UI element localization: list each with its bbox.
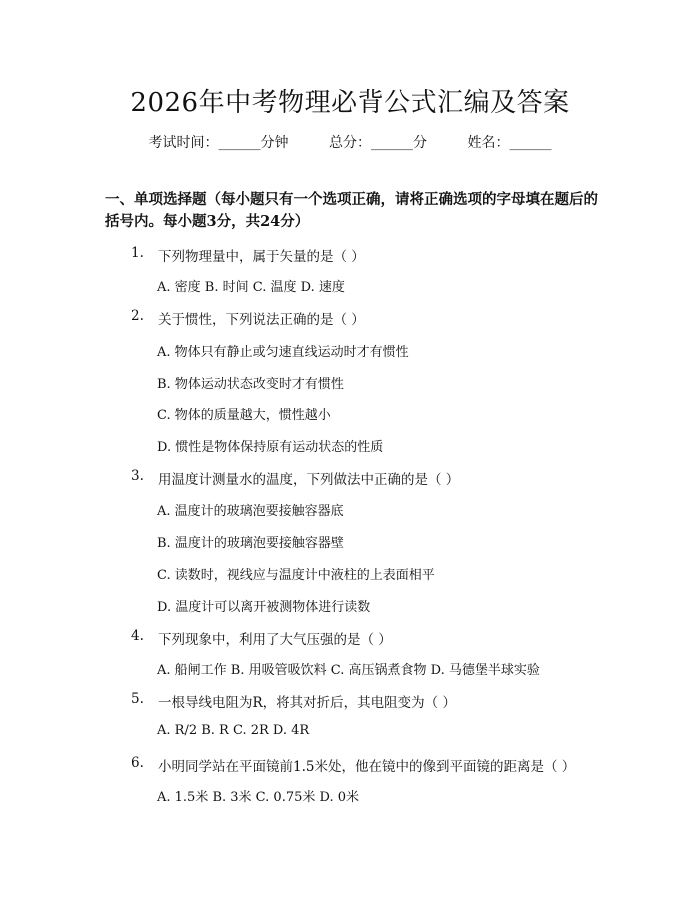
question-3-option-d: D. 温度计可以离开被测物体进行读数 (157, 600, 371, 615)
question-number: 6. (131, 755, 144, 771)
question-3-option-a: A. 温度计的玻璃泡要接触容器底 (157, 504, 344, 519)
question-stem: 下列现象中，利用了大气压强的是（ ） (158, 632, 392, 648)
exam-time-field: 考试时间：______分钟 (148, 135, 289, 151)
question-3-option-b: B. 温度计的玻璃泡要接触容器壁 (157, 536, 344, 551)
question-stem: 下列物理量中，属于矢量的是（ ） (158, 249, 365, 265)
question-6-options: A. 1.5米 B. 3米 C. 0.75米 D. 0米 (157, 790, 360, 805)
total-score-field: 总分：______分 (329, 135, 427, 151)
question-stem: 用温度计测量水的温度，下列做法中正确的是（ ） (158, 472, 460, 488)
page-title: 2026年中考物理必背公式汇编及答案 (130, 88, 570, 118)
question-2-option-d: D. 惯性是物体保持原有运动状态的性质 (157, 440, 384, 455)
question-2-option-c: C. 物体的质量越大，惯性越小 (157, 408, 331, 423)
question-4-options: A. 船闸工作 B. 用吸管吸饮料 C. 高压锅煮食物 D. 马德堡半球实验 (157, 663, 540, 678)
question-stem: 一根导线电阻为R，将其对折后，其电阻变为（ ） (158, 695, 456, 711)
question-number: 1. (131, 245, 144, 261)
question-stem: 关于惯性，下列说法正确的是（ ） (158, 312, 365, 328)
question-number: 2. (131, 308, 144, 324)
student-name-field: 姓名：______ (467, 135, 552, 151)
section-heading: 一、单项选择题（每小题只有一个选项正确，请将正确选项的字母填在题后的括号内。每小题3分，共24分） (105, 191, 598, 230)
question-2-option-a: A. 物体只有静止或匀速直线运动时才有惯性 (157, 345, 409, 360)
question-1-options: A. 密度 B. 时间 C. 温度 D. 速度 (157, 280, 345, 295)
question-2-option-b: B. 物体运动状态改变时才有惯性 (157, 377, 344, 392)
question-stem: 小明同学站在平面镜前1.5米处，他在镜中的像到平面镜的距离是（ ） (158, 759, 576, 775)
question-number: 4. (131, 628, 144, 644)
question-number: 5. (131, 691, 144, 707)
exam-info-line (0, 132, 700, 152)
question-number: 3. (131, 468, 144, 484)
question-3-option-c: C. 读数时，视线应与温度计中液柱的上表面相平 (157, 568, 435, 583)
question-5-options: A. R/2 B. R C. 2R D. 4R (157, 723, 310, 738)
